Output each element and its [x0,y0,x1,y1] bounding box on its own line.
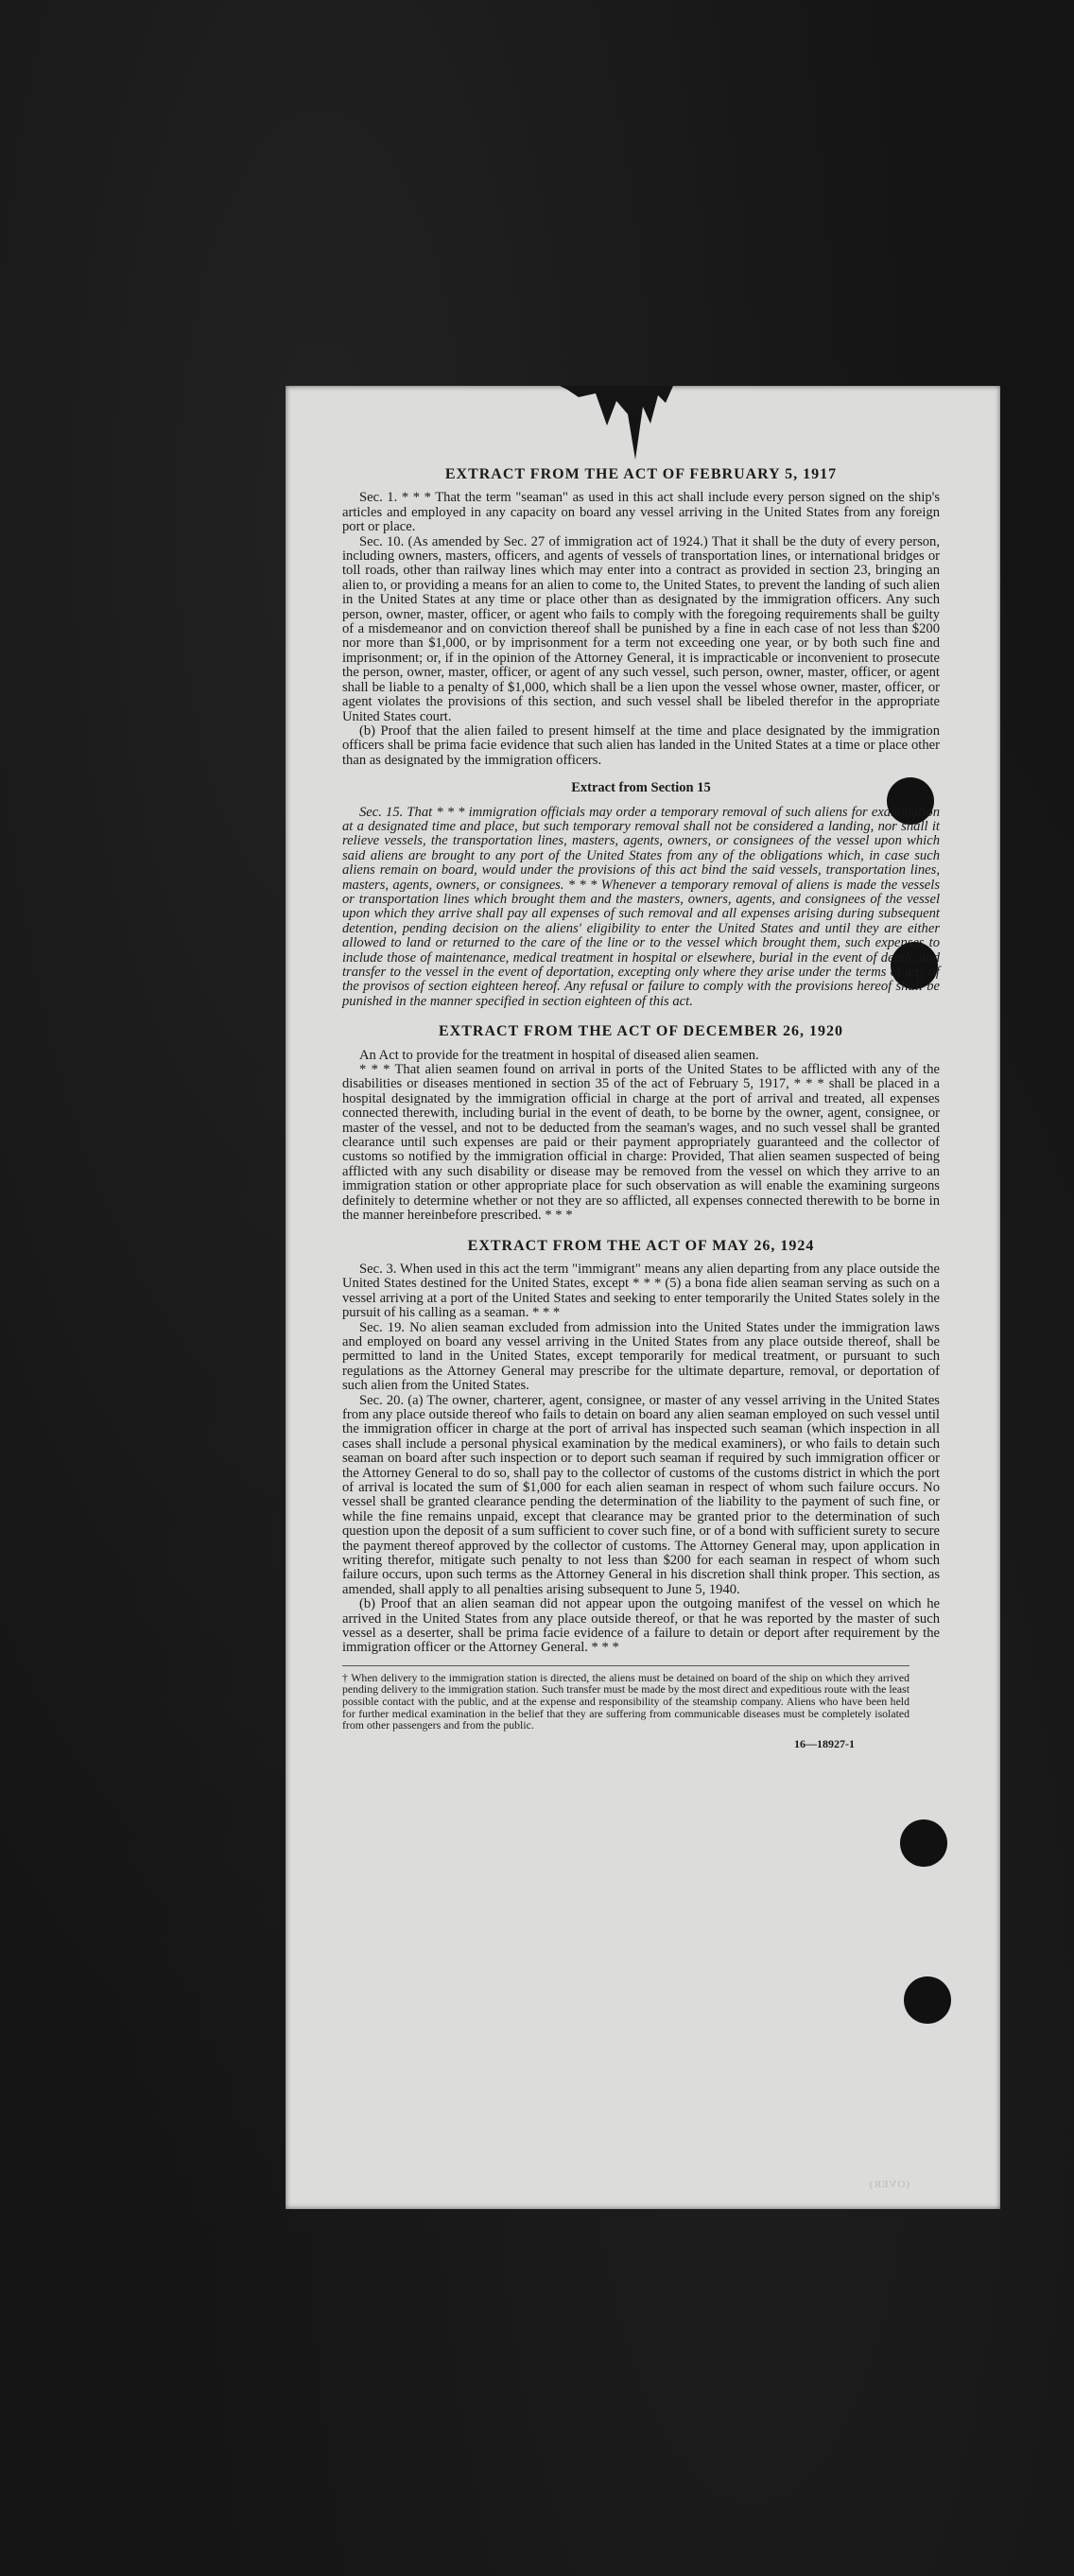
section-10-b: (b) Proof that the alien failed to present himself at the time and place designated by the immigration officers shall be prima facie evidence that such alien has landed in the United States at a time or place other than as designated by the immigration officers. [342,722,940,768]
heading-act-1917: EXTRACT FROM THE ACT OF FEBRUARY 5, 1917 [444,466,838,482]
form-number: 16—18927-1 [794,1736,855,1750]
subheading-section-15: Extract from Section 15 [571,780,711,796]
act-1920-title: An Act to provide for the treatment in hospital of diseased alien seamen. [359,1047,759,1063]
bleed-through-text: (OVER) [868,2179,909,2190]
section-20: Sec. 20. (a) The owner, charterer, agent, consignee, or master of any vessel arriving in the United States from any place outside thereof who fails to detain on board any alien seaman employed on such vessel until the immigration officer in charge at the port of arrival has inspected such seaman (which inspection in all cases shall include a personal physical examination by the medical examiners), or who fails to detain such seaman on board after such inspection or to deport such seaman if required by such immigration officer or the Attorney General to do so, shall pay to the collector of customs of the customs district in which the port of arrival is located the sum of $1,000 for each alien seaman in respect of whom such failure occurs. No vessel shall be granted clearance pending the determination of the liability to the payment of such fine, or while the fine remains unpaid, except that clearance may be granted prior to the determination of such question upon the deposit of a sum sufficient to cover such fine, or of a bond with sufficient surety to secure the payment thereof approved by the collector of customs. The Attorney General may, upon application in writing therefor, mitigate such penalty to not less than $200 for each seaman in respect of whom such failure occurs, upon such terms as the Attorney General in his discretion shall think proper. This section, as amended, shall apply to all penalties arising subsequent to June 5, 1940. [342,1392,940,1597]
section-20-b: (b) Proof that an alien seaman did not appear upon the outgoing manifest of the vessel on which he arrived in the United States from any place outside thereof, or that he was reported by the master of such vessel as a deserter, shall be prima facie evidence of a failure to detain or deport after requirement by the immigration officer or the Attorney General. * * * [342,1596,940,1656]
punch-hole-3 [900,1819,947,1867]
section-10: Sec. 10. (As amended by Sec. 27 of immigration act of 1924.) That it shall be the duty of every person, including owners, masters, officers, and agents of vessels of transportation lines, or international bridges or toll roads, other than railway lines which may enter into a contract as provided in section 23, bringing an alien to, or providing a means for an alien to come to, the United States, to prevent the landing of such alien in the United States at any time or place other than as designated by the immigration officers. Any such person, owner, master, officer, or agent who fails to comply with the foregoing requirements shall be guilty of a misdemeanor and on conviction thereof shall be punished by a fine in each case of not less than $200 nor more than $1,000, or by imprisonment for a term not exceeding one year, or by both such fine and imprisonment; or, if in the opinion of the Attorney General, it is impracticable or inconvenient to prosecute the person, owner, master, officer, or agent of any such vessel, such person, owner, master, officer, or agent shall be liable to a penalty of $1,000, which shall be a lien upon the vessel whose owner, master, officer, or agent violates the provisions of this section, and such vessel shall be libeled therefor in the appropriate United States court. [342,533,940,724]
punch-hole-4 [904,1976,951,2024]
section-15: Sec. 15. That * * * immigration officials may order a temporary removal of such aliens for examination at a designated time and place, but such temporary removal shall not be considered a landing, nor shall it relieve vessels, the transportation lines, masters, agents, owners, or consignees of the vessel upon which said aliens are brought to any port of the United States from any of the obligations which, in case such aliens remain on board, would under the provisions of this act bind the said vessels, transportation lines, masters, agents, owners, or consignees. * * * Whenever a temporary removal of aliens is made the vessels or transportation lines which brought them and the masters, owners, agents, and consignees of the vessel upon which they arrive shall pay all expenses of such removal and all expenses arising during subsequent detention, pending decision on the aliens' eligibility to enter the United States and until they are either allowed to land or returned to the care of the line or to the vessel which brought them, such expenses to include those of maintenance, medical treatment in hospital or elsewhere, burial in the event of death, and transfer to the vessel in the event of deportation, excepting only where they arise under the terms of any of the provisos of section eighteen hereof. Any refusal or failure to comply with the provisions hereof shall be punished in the manner specified in section eighteen of this act. [342,804,940,1009]
document-body [342,452,940,1751]
section-19: Sec. 19. No alien seaman excluded from admission into the United States under the immigration laws and employed on board any vessel arriving in the United States from any place outside thereof, shall be permitted to land in the United States, except temporarily for medical treatment, or pursuant to such regulations as the Attorney General may prescribe for the ultimate departure, removal, or deportation of such alien from the United States. [342,1319,940,1394]
section-1: Sec. 1. * * * That the term "seaman" as used in this act shall include every person signed on the ship's articles and employed in any capacity on board any vessel arriving in the United States from any foreign port or place. [342,490,940,535]
heading-act-1920: EXTRACT FROM THE ACT OF DECEMBER 26, 1920 [438,1023,843,1040]
torn-edge [560,386,673,460]
heading-act-1924: EXTRACT FROM THE ACT OF MAY 26, 1924 [467,1237,815,1254]
act-1920-body: * * * That alien seamen found on arrival in ports of the United States to be afflicted with any of the disabilities or diseases mentioned in section 35 of the act of February 5, 1917, * * * shall be placed in a hospital designated by the immigration official in charge at the port of arrival and treated, all expenses connected therewith, including burial in the event of death, to be borne by the owner, agent, consignee, or master of the vessel, and not to be deducted from the seaman's wages, and no such vessel shall be granted clearance until such expenses are paid or their payment appropriately guaranteed and the collector of customs so notified by the immigration official in charge: Provided, That alien seamen suspected of being afflicted with any such disability or disease may be removed from the vessel on which they arrive to an immigration station or other appropriate place for such observation as will enable the examining surgeons definitely to determine whether or not they are so afflicted, all expenses connected therewith to be borne in the manner hereinbefore prescribed. * * * [342,1062,940,1224]
document-page [286,386,1000,2209]
section-3: Sec. 3. When used in this act the term "immigrant" means any alien departing from any place outside the United States destined for the United States, except * * * (5) a bona fide alien seaman serving as such on a vessel arriving at a port of the United States and seeking to enter temporarily the United States solely in the pursuit of his calling as a seaman. * * * [342,1261,940,1321]
footnote: † When delivery to the immigration station is directed, the aliens must be detained on board of the ship on which they arrived pending delivery to the immigration station. Such transfer must be made by the most direct and expeditious route with the least possible contact with the public, and at the expense and responsibility of the steamship company. Aliens who have been held for further medical examination in the belief that they are suffering from communicable diseases must be completely isolated from other passengers and from the public. [342,1665,909,1732]
